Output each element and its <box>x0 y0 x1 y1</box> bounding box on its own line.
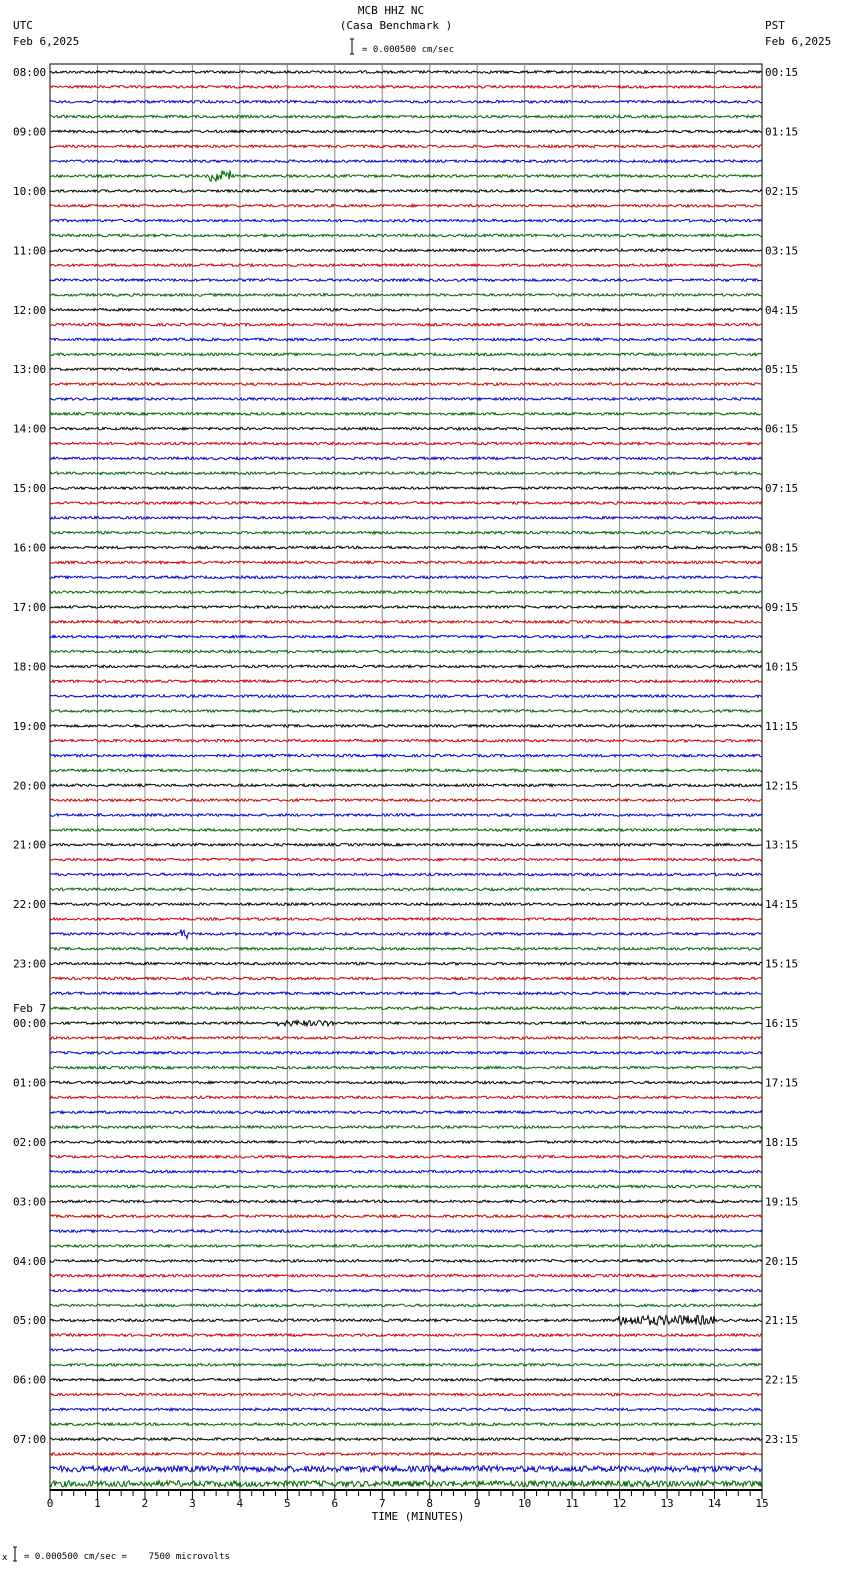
trace-line <box>50 472 762 475</box>
utc-hour-label: 11:00 <box>13 244 47 258</box>
trace-line <box>50 309 762 312</box>
pst-hour-label: 23:15 <box>765 1433 799 1447</box>
trace-line <box>50 725 762 728</box>
trace-line <box>50 1170 762 1173</box>
trace-line <box>50 873 762 876</box>
trace-line <box>50 1289 762 1292</box>
trace-line <box>50 843 762 846</box>
utc-hour-label: 15:00 <box>13 482 47 496</box>
trace-line <box>50 398 762 401</box>
trace-line <box>50 1185 762 1188</box>
trace-line <box>50 145 762 148</box>
utc-hour-label: 02:00 <box>13 1135 47 1149</box>
trace-line <box>50 1315 762 1325</box>
trace-line <box>50 531 762 534</box>
utc-hour-label: 06:00 <box>13 1373 47 1387</box>
trace-line <box>50 279 762 282</box>
pst-hour-label: 12:15 <box>765 779 799 793</box>
pst-hour-label: 20:15 <box>765 1254 799 1268</box>
trace-line <box>50 591 762 594</box>
trace-line <box>50 784 762 787</box>
scale-label: = 0.000500 cm/sec <box>362 45 455 55</box>
trace-line <box>50 442 762 445</box>
utc-hour-label: 10:00 <box>13 184 47 198</box>
footer-scale-bar-icon <box>13 1547 17 1561</box>
trace-line <box>50 502 762 505</box>
pst-label: PST <box>765 19 785 32</box>
date-change-label: Feb 7 <box>13 1002 47 1016</box>
utc-hour-label: 09:00 <box>13 125 47 139</box>
trace-line <box>50 204 762 207</box>
pst-hour-label: 13:15 <box>765 838 799 852</box>
trace-line <box>50 170 762 181</box>
utc-label: UTC <box>13 19 33 32</box>
trace-line <box>50 695 762 698</box>
trace-line <box>50 962 762 965</box>
trace-line <box>50 635 762 638</box>
trace-line <box>50 1304 762 1307</box>
utc-hour-label: 00:00 <box>13 1017 47 1031</box>
trace-line <box>50 1453 762 1456</box>
x-tick-label: 3 <box>189 1497 196 1510</box>
pst-hour-label: 05:15 <box>765 363 799 377</box>
x-tick-label: 14 <box>707 1497 722 1510</box>
utc-hour-label: 20:00 <box>13 779 47 793</box>
pst-hour-label: 01:15 <box>765 125 799 139</box>
utc-hour-label: 18:00 <box>13 660 47 674</box>
trace-line <box>50 1349 762 1352</box>
trace-line <box>50 1334 762 1337</box>
utc-hour-label: 14:00 <box>13 422 47 436</box>
utc-hour-label: 17:00 <box>13 600 47 614</box>
trace-line <box>50 665 762 668</box>
x-tick-label: 1 <box>94 1497 101 1510</box>
trace-line <box>50 1021 762 1026</box>
trace-line <box>50 650 762 653</box>
trace-line <box>50 1126 762 1129</box>
pst-hour-label: 22:15 <box>765 1373 799 1387</box>
x-tick-label: 7 <box>378 1497 386 1510</box>
station-title: MCB HHZ NC <box>357 4 425 17</box>
pst-hour-label: 19:15 <box>765 1195 799 1209</box>
pst-hour-label: 06:15 <box>765 422 799 436</box>
trace-line <box>50 323 762 326</box>
trace-line <box>50 427 762 430</box>
trace-line <box>50 1096 762 1099</box>
trace-line <box>50 814 762 817</box>
trace-line <box>50 1393 762 1396</box>
trace-line <box>50 992 762 995</box>
utc-hour-label: 03:00 <box>13 1195 47 1209</box>
trace-line <box>50 190 762 193</box>
pst-hour-label: 21:15 <box>765 1314 799 1328</box>
trace-line <box>50 710 762 713</box>
trace-line <box>50 264 762 267</box>
trace-line <box>50 903 762 906</box>
trace-line <box>50 680 762 683</box>
trace-line <box>50 160 762 163</box>
trace-line <box>50 1052 762 1055</box>
trace-line <box>50 1260 762 1263</box>
trace-line <box>50 858 762 861</box>
trace-line <box>50 1007 762 1010</box>
trace-line <box>50 769 762 772</box>
trace-line <box>50 383 762 386</box>
trace-line <box>50 1081 762 1084</box>
trace-line <box>50 1230 762 1233</box>
trace-line <box>50 413 762 416</box>
pst-hour-label: 02:15 <box>765 184 799 198</box>
trace-line <box>50 606 762 609</box>
pst-hour-label: 03:15 <box>765 244 799 258</box>
trace-line <box>50 457 762 460</box>
trace-line <box>50 1364 762 1367</box>
pst-hour-label: 17:15 <box>765 1076 799 1090</box>
utc-hour-label: 05:00 <box>13 1314 47 1328</box>
utc-hour-label: 12:00 <box>13 303 47 317</box>
trace-line <box>50 754 762 757</box>
footer-scale-prefix: x <box>2 1553 8 1563</box>
trace-line <box>50 1200 762 1203</box>
trace-line <box>50 1438 762 1441</box>
utc-hour-label: 21:00 <box>13 838 47 852</box>
trace-line <box>50 234 762 237</box>
trace-line <box>50 353 762 356</box>
trace-line <box>50 546 762 549</box>
pst-hour-label: 16:15 <box>765 1017 799 1031</box>
scale-bar-icon <box>350 39 354 54</box>
trace-line <box>50 829 762 832</box>
trace-line <box>50 739 762 742</box>
pst-hour-label: 07:15 <box>765 482 799 496</box>
trace-line <box>50 1215 762 1218</box>
x-tick-label: 15 <box>755 1497 769 1510</box>
trace-line <box>50 115 762 118</box>
trace-line <box>50 338 762 341</box>
x-axis-title: TIME (MINUTES) <box>371 1510 465 1523</box>
pst-hour-label: 11:15 <box>765 719 799 733</box>
station-subtitle: (Casa Benchmark ) <box>339 19 453 32</box>
x-tick-label: 11 <box>565 1497 579 1510</box>
x-tick-label: 2 <box>141 1497 149 1510</box>
trace-line <box>50 219 762 222</box>
trace-line <box>50 86 762 89</box>
x-axis <box>47 1490 769 1510</box>
trace-line <box>50 1066 762 1069</box>
trace-line <box>50 1245 762 1248</box>
trace-line <box>50 621 762 624</box>
seismic-traces <box>50 71 762 1487</box>
x-tick-label: 10 <box>518 1497 532 1510</box>
x-tick-label: 5 <box>284 1497 291 1510</box>
trace-line <box>50 249 762 252</box>
trace-line <box>50 1111 762 1114</box>
utc-hour-label: 08:00 <box>13 66 47 79</box>
pst-hour-label: 14:15 <box>765 898 799 912</box>
pst-hour-label: 09:15 <box>765 600 799 614</box>
utc-hour-label: 01:00 <box>13 1076 47 1090</box>
trace-line <box>50 1141 762 1144</box>
x-tick-label: 13 <box>660 1497 674 1510</box>
pst-hour-label: 15:15 <box>765 957 799 971</box>
utc-hour-label: 16:00 <box>13 541 47 555</box>
pst-hour-label: 08:15 <box>765 541 799 555</box>
trace-line <box>50 517 762 520</box>
trace-line <box>50 1466 762 1472</box>
x-tick-label: 6 <box>331 1497 339 1510</box>
trace-line <box>50 1481 762 1487</box>
pst-hour-label: 00:15 <box>765 66 799 79</box>
trace-line <box>50 294 762 297</box>
trace-line <box>50 71 762 74</box>
x-tick-label: 8 <box>426 1497 434 1510</box>
trace-line <box>50 1378 762 1381</box>
utc-hour-label: 22:00 <box>13 898 47 912</box>
x-tick-label: 4 <box>236 1497 244 1510</box>
x-tick-label: 12 <box>612 1497 627 1510</box>
x-tick-label: 9 <box>473 1497 481 1510</box>
trace-line <box>50 1408 762 1411</box>
pst-hour-label: 04:15 <box>765 303 799 317</box>
pst-date: Feb 6,2025 <box>765 35 832 48</box>
trace-line <box>50 888 762 891</box>
trace-line <box>50 918 762 921</box>
pst-hour-label: 10:15 <box>765 660 799 674</box>
trace-line <box>50 487 762 490</box>
trace-line <box>50 130 762 133</box>
pst-hour-label: 18:15 <box>765 1135 799 1149</box>
utc-hour-label: 19:00 <box>13 719 47 733</box>
trace-line <box>50 929 762 938</box>
trace-line <box>50 100 762 103</box>
x-tick-label: 0 <box>46 1497 54 1510</box>
trace-line <box>50 368 762 371</box>
trace-line <box>50 799 762 802</box>
trace-line <box>50 561 762 564</box>
utc-hour-label: 23:00 <box>13 957 47 971</box>
trace-line <box>50 1423 762 1426</box>
footer-scale-label: = 0.000500 cm/sec = 7500 microvolts <box>24 1552 230 1562</box>
utc-date: Feb 6,2025 <box>13 35 80 48</box>
trace-line <box>50 977 762 980</box>
utc-hour-label: 04:00 <box>13 1254 47 1268</box>
trace-line <box>50 947 762 950</box>
trace-line <box>50 576 762 579</box>
utc-hour-label: 07:00 <box>13 1433 47 1447</box>
trace-line <box>50 1274 762 1277</box>
trace-line <box>50 1156 762 1159</box>
utc-hour-label: 13:00 <box>13 363 47 377</box>
trace-line <box>50 1037 762 1040</box>
